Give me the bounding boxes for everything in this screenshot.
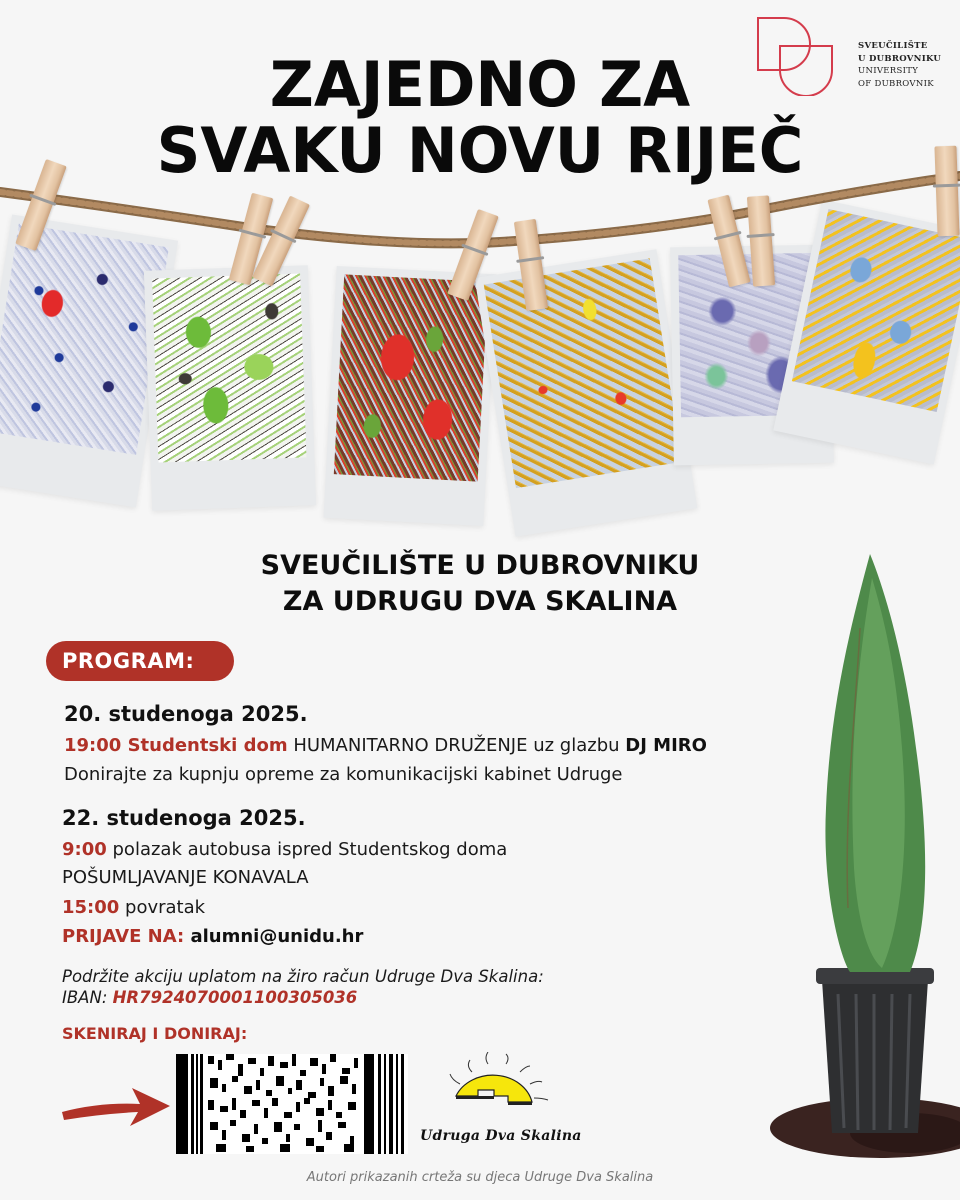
signup-email-link[interactable]: alumni@unidu.hr: [184, 926, 364, 947]
drawing-card-3: [324, 266, 497, 526]
day-2-return-text: povratak: [119, 897, 206, 918]
sun-stairs-logo-icon: [412, 1052, 592, 1132]
partner-logo: [412, 1052, 592, 1152]
iban-line: [62, 987, 702, 1008]
signup-label: PRIJAVE NA:: [62, 926, 185, 947]
drawings-gallery: [0, 0, 960, 540]
potted-tree-icon: [760, 548, 960, 1168]
day-2-return: [62, 897, 205, 918]
day-2-departure-text: polazak autobusa ispred Studentskog doma: [106, 839, 508, 860]
day-2-date: 22. studenoga 2025.: [62, 806, 306, 830]
program-day-2: [62, 806, 662, 956]
arrow-right-icon: [60, 1080, 172, 1132]
logo-line-4: OF DUBROVNIK: [858, 78, 934, 89]
iban-label: IBAN:: [62, 988, 113, 1007]
title-line-2: SVAKU NOVU RIJEČ: [156, 114, 804, 187]
pdf417-barcode-icon: [176, 1054, 408, 1154]
drawing-art: [334, 274, 488, 481]
clothespin-icon: [934, 146, 959, 237]
day-2-departure: [62, 839, 507, 860]
iban-value: HR7924070001100305036: [112, 988, 358, 1007]
day-2-time-1: 9:00: [62, 839, 107, 860]
day-1-note: Donirajte za kupnju opreme za komunikacijski kabinet Udruge: [64, 764, 623, 785]
logo-line-2: U DUBROVNIKU: [858, 53, 942, 64]
program-day-1: [64, 702, 824, 792]
donation-info: [62, 966, 702, 1008]
donation-barcode[interactable]: [176, 1054, 408, 1154]
scan-donate-label: SKENIRAJ I DONIRAJ:: [62, 1024, 248, 1043]
day-1-event: [64, 735, 707, 756]
dj-name: DJ MIRO: [625, 735, 707, 756]
drawing-art: [484, 258, 682, 488]
title-line-1: ZAJEDNO ZA: [269, 48, 691, 121]
drawing-card-4: [475, 249, 698, 537]
logo-line-1: SVEUČILIŠTE: [858, 41, 928, 51]
program-badge: PROGRAM:: [46, 641, 234, 681]
drawing-art: [152, 273, 306, 462]
drawing-card-2: [144, 265, 316, 511]
footer-credit: Autori prikazanih crteža su djeca Udruge Dva Skalina: [306, 1170, 654, 1185]
day-2-time-2: 15:00: [62, 897, 120, 918]
signup-line: [62, 926, 363, 947]
support-text: Podržite akciju uplatom na žiro račun Udruge Dva Skalina:: [62, 967, 544, 986]
partner-name: Udruga Dva Skalina: [420, 1128, 582, 1144]
subtitle-line-1: SVEUČILIŠTE U DUBROVNIKU: [260, 550, 700, 581]
subtitle-line-2: ZA UDRUGU DVA SKALINA: [282, 586, 678, 617]
day-2-activity: POŠUMLJAVANJE KONAVALA: [62, 867, 309, 888]
day-1-date: 20. studenoga 2025.: [64, 702, 308, 726]
logo-line-3: UNIVERSITY: [858, 66, 919, 76]
day-1-event-text: HUMANITARNO DRUŽENJE uz glazbu: [287, 735, 626, 756]
day-1-time-place: 19:00 Studentski dom: [64, 735, 288, 756]
